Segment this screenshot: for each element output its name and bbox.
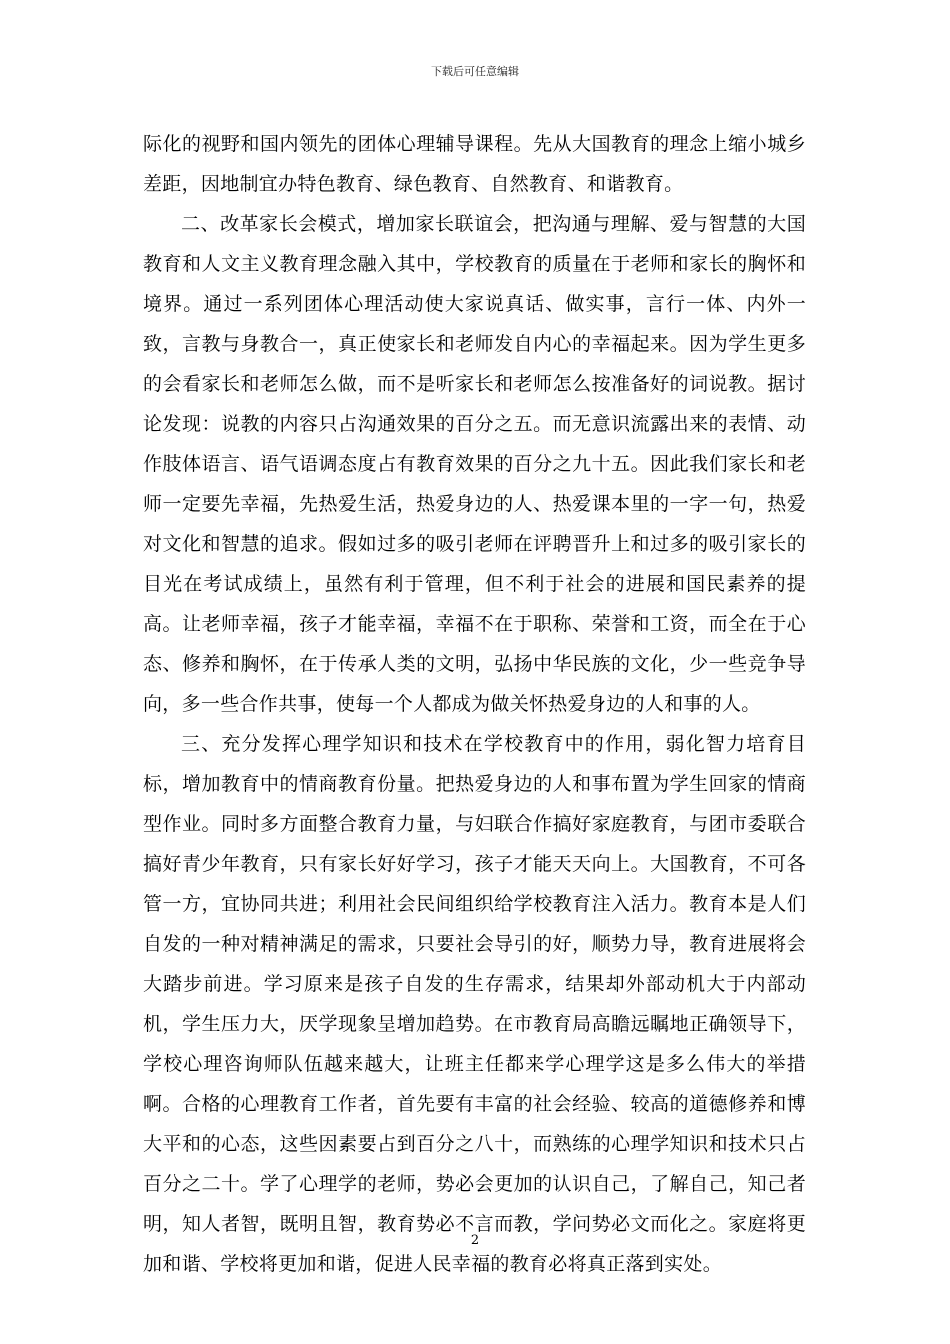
- paragraph-reform-parent-meetings: 二、改革家长会模式，增加家长联谊会，把沟通与理解、爱与智慧的大国教育和人文主义教育理念融入其中，学校教育的质量在于老师和家长的胸怀和境界。通过一系列团体心理活动使大家说真话、做实事，言行一体、内外一致，言教与身教合一，真正使家长和老师发自内心的幸福起来。因为学生更多的会看家长和老师怎么做，而不是听家长和老师怎么按准备好的词说教。据讨论发现：说教的内容只占沟通效果的百分之五。而无意识流露出来的表情、动作肢体语言、语气语调态度占有教育效果的百分之九十五。因此我们家长和老师一定要先幸福，先热爱生活，热爱身边的人、热爱课本里的一字一句，热爱对文化和智慧的追求。假如过多的吸引老师在评聘晋升上和过多的吸引家长的目光在考试成绩上，虽然有利于管理，但不利于社会的进展和国民素养的提高。让老师幸福，孩子才能幸福，幸福不在于职称、荣誉和工资，而全在于心态、修养和胸怀，在于传承人类的文明，弘扬中华民族的文化，少一些竞争导向，多一些合作共事，使每一个人都成为做关怀热爱身边的人和事的人。: [143, 213, 806, 715]
- paragraph-psychology-in-education: 三、充分发挥心理学知识和技术在学校教育中的作用，弱化智力培育目标，增加教育中的情商教育份量。把热爱身边的人和事布置为学生回家的情商型作业。同时多方面整合教育力量，与妇联合作搞好家庭教育，与团市委联合搞好青少年教育，只有家长好好学习，孩子才能天天向上。大国教育，不可各管一方，宜协同共进；利用社会民间组织给学校教育注入活力。教育本是人们自发的一种对精神满足的需求，只要社会导引的好，顺势力导，教育进展将会大踏步前进。学习原来是孩子自发的生存需求，结果却外部动机大于内部动机，学生压力大，厌学现象呈增加趋势。在市教育局高瞻远瞩地正确领导下，学校心理咨询师队伍越来越大，让班主任都来学心理学这是多么伟大的举措啊。合格的心理教育工作者，首先要有丰富的社会经验、较高的道德修养和博大平和的心态，这些因素要占到百分之八十，而熟练的心理学知识和技术只占百分之二十。学了心理学的老师，势必会更加的认识自己，了解自己，知己者明，知人者智，既明且智，教育势必不言而教，学问势必文而化之。家庭将更加和谐、学校将更加和谐，促进人民幸福的教育必将真正落到实处。: [143, 733, 806, 1275]
- paragraph-continuation: 际化的视野和国内领先的团体心理辅导课程。先从大国教育的理念上缩小城乡差距，因地制宜办特色教育、绿色教育、自然教育、和谐教育。: [143, 133, 806, 195]
- page-header: 下载后可任意编辑: [431, 65, 519, 78]
- body-text: [143, 124, 806, 1284]
- page-number: 2: [470, 1233, 480, 1248]
